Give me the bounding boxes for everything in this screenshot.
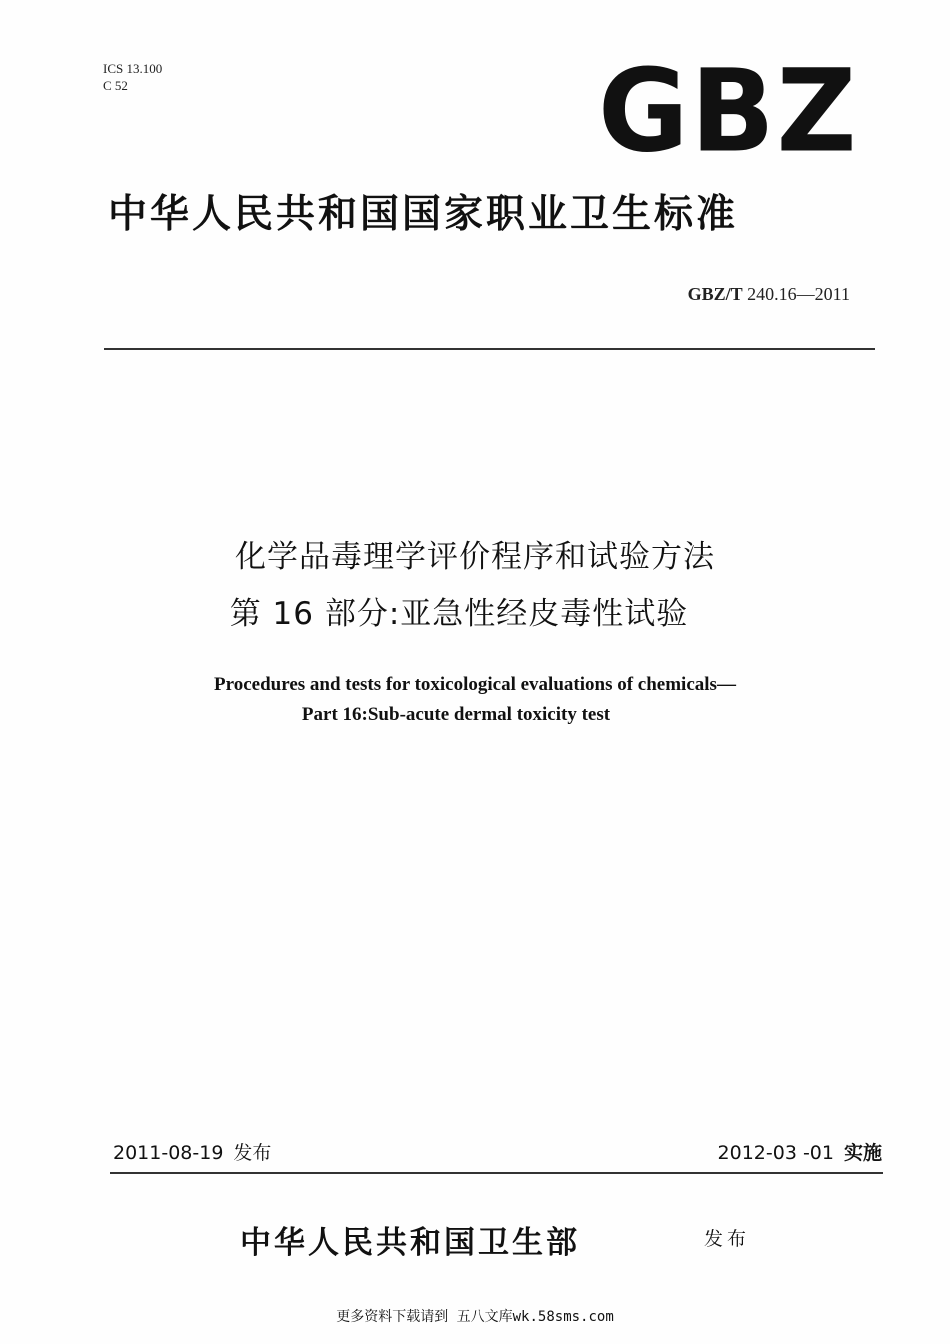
- ccs-code: C 52: [103, 78, 128, 93]
- bottom-divider: [110, 1172, 883, 1174]
- chinese-title-line-1: 化学品毒理学评价程序和试验方法: [235, 539, 715, 575]
- national-standard-title: 中华人民共和国国家职业卫生标准: [108, 192, 739, 237]
- english-title-line-1: Procedures and tests for toxicological evaluations of chemicals—: [214, 674, 736, 695]
- classification-codes: [103, 60, 162, 94]
- top-divider: [104, 348, 875, 350]
- ics-code: ICS 13.100: [103, 61, 163, 76]
- implementation-date: 2012-03 -01: [717, 1142, 834, 1164]
- english-title-line-2: Part 16:Sub-acute dermal toxicity test: [301, 704, 611, 725]
- publisher-suffix: 发布: [704, 1228, 751, 1250]
- footer-download-note: 更多资料下载请到 五八文库wk.58sms.com: [336, 1309, 614, 1325]
- chinese-title-line-2: 第 16 部分:亚急性经皮毒性试验: [229, 596, 689, 632]
- issue-date-block: [113, 1138, 271, 1165]
- implementation-label: 实施: [843, 1142, 882, 1164]
- gbz-logo: GBZ: [598, 45, 859, 178]
- standard-number: [688, 284, 850, 305]
- standard-number-value: 240.16—2011: [747, 284, 850, 304]
- issue-date: 2011-08-19: [113, 1142, 224, 1164]
- publisher-name: 中华人民共和国卫生部: [240, 1225, 580, 1261]
- standard-number-prefix: GBZ/T: [687, 284, 743, 304]
- issue-label: 发布: [233, 1142, 272, 1164]
- implementation-date-block: [718, 1138, 882, 1165]
